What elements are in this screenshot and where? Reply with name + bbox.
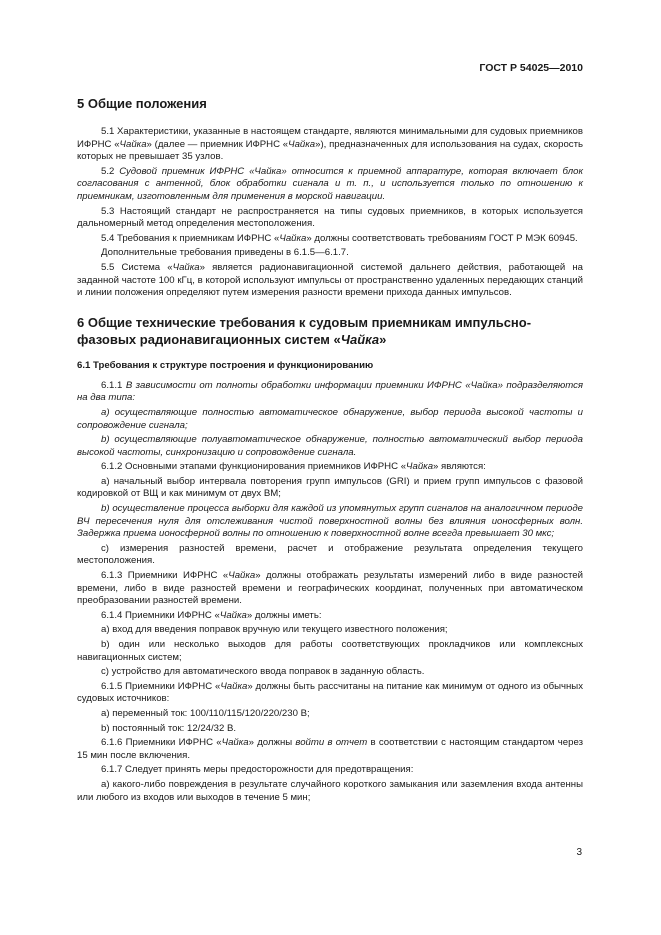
paragraph-6-1-7-a: a) какого-либо повреждения в результате случайного короткого замыкания или заземления входа антенны или любого из входов или выходов в течение 5 мин; <box>77 778 583 803</box>
paragraph-6-1-7: 6.1.7 Следует принять меры предосторожности для предотвращения: <box>101 764 414 776</box>
paragraph-6-1-2: 6.1.2 Основными этапами функционирования приемников ИФРНС «Чайка» являются: <box>101 461 486 473</box>
paragraph-6-1-4-a: a) вход для введения поправок вручную или текущего известного положения; <box>101 624 448 636</box>
paragraph-6-1-4-b: b) один или несколько выходов для работы соответствующих прокладчиков или комплексных навигационных систем; <box>77 639 583 663</box>
paragraph-6-1-2-c: c) измерения разностей времени, расчет и отображение результата определения текущего местоположения. <box>77 542 583 567</box>
paragraph-6-1-2-a: a) начальный выбор интервала повторения групп импульсов (GRI) и прием групп импульсов с фазовой кодировкой от ВЩ и как минимум от двух ВМ; <box>77 475 583 500</box>
paragraph-6-1-1-b: b) осуществляющие полуавтоматическое обнаружение, полностью автоматический выбор периода высокой частоты, синхронизацию и сопровождение сигнала. <box>77 434 583 458</box>
document-body <box>77 96 583 806</box>
paragraph-5-4-note: Дополнительные требования приведены в 6.1.5—6.1.7. <box>101 247 349 259</box>
paragraph-6-1-5-a: a) переменный ток: 100/110/115/120/220/230 В; <box>101 707 310 719</box>
paragraph-5-1: 5.1 Характеристики, указанные в настоящем стандарте, являются минимальными для судовых приемников ИФРНС «Чайка» (далее — приемник ИФРНС «Чайка»), предназначенных для использования на судах, скорость которых не превышает 35 узлов. <box>77 126 583 163</box>
paragraph-5-2: 5.2 Судовой приемник ИФРНС «Чайка» относится к приемной аппаратуре, которая включает блок согласования с антенной, блок обработки сигнала и т. п., и используется только по отношению к приемникам, изготовленным для применения в морской навигации. <box>77 165 583 202</box>
paragraph-6-1-4: 6.1.4 Приемники ИФРНС «Чайка» должны иметь: <box>101 609 322 621</box>
paragraph-6-1-2-b: b) осуществление процесса выборки для каждой из упомянутых групп сигналов на аналогичном периоде ВЧ пересечения нуля для отслеживания чистой поверхностной волны без влияния ионосферных волн. Задержка приема ионосферной волны по отношению к поверхностной волне всегда превышает 30 мкс; <box>77 503 583 540</box>
section-6-title: 6 Общие технические требования к судовым приемникам импульсно- фазовых радионавигационных систем «Чайка» <box>77 314 532 347</box>
document-id: ГОСТ Р 54025—2010 <box>479 62 583 74</box>
page-number: 3 <box>576 847 582 858</box>
paragraph-6-1-5: 6.1.5 Приемники ИФРНС «Чайка» должны быть рассчитаны на питание как минимум от одного из обычных судовых источников: <box>77 680 583 705</box>
paragraph-6-1-1: 6.1.1 В зависимости от полноты обработки информации приемники ИФРНС «Чайка» подразделяются на два типа: <box>77 379 583 404</box>
section-5-title: 5 Общие положения <box>77 96 207 111</box>
paragraph-6-1-1-a: a) осуществляющие полностью автоматическое обнаружение, выбор периода высокой частоты и сопровождение сигнала; <box>77 406 583 431</box>
paragraph-6-1-6: 6.1.6 Приемники ИФРНС «Чайка» должны войти в отчет в соответствии с настоящим стандартом через 15 мин после включения. <box>77 737 583 761</box>
paragraph-5-5: 5.5 Система «Чайка» является радионавигационной системой дальнего действия, работающей на заданной частоте 100 кГц, в которой используют импульсы от пространственно удаленных передающих станций и линии положения определяют путем измерения разности времени прихода данных импульсов. <box>77 261 584 299</box>
paragraph-6-1-3: 6.1.3 Приемники ИФРНС «Чайка» должны отображать результаты измерений либо в виде разностей времени, либо в виде разностей времени и географических координат, полученных при автоматическом преобразовании разностей времени. <box>77 570 583 607</box>
paragraph-6-1-4-c: c) устройство для автоматического ввода поправок в заданную область. <box>101 666 425 678</box>
paragraph-5-3: 5.3 Настоящий стандарт не распространяется на типы судовых приемников, в которых используется дальномерный метод определения местоположения. <box>77 205 583 230</box>
subsection-6-1-title: 6.1 Требования к структуре построения и функционированию <box>77 359 374 371</box>
paragraph-6-1-5-b: b) постоянный ток: 12/24/32 В. <box>101 722 237 734</box>
paragraph-5-4: 5.4 Требования к приемникам ИФРНС «Чайка» должны соответствовать требованиям ГОСТ Р МЭК 60945. <box>101 232 578 244</box>
